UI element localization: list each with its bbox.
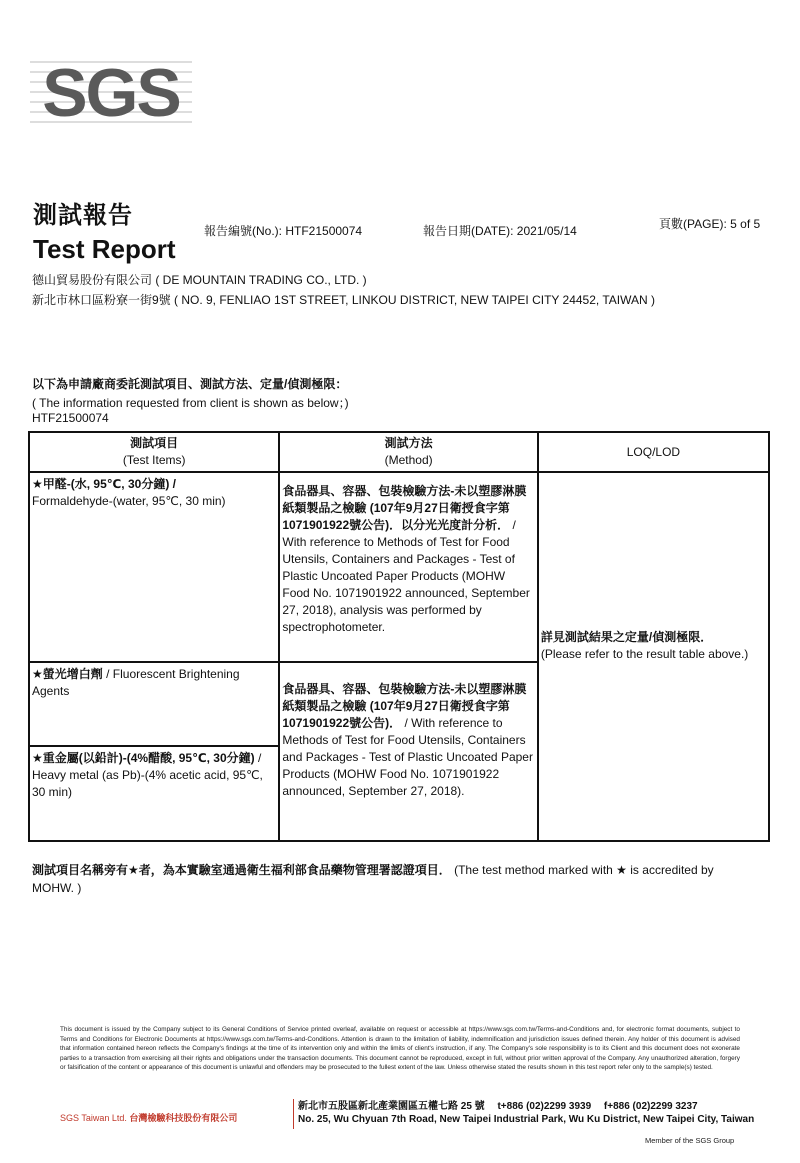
- method-2-en: / With reference to Methods of Test for Food Utensils, Containers and Packages - Test of Plastic Uncoated Paper Products (MOHW Food No. 1071901922 announced, September 27, 2018).: [282, 716, 533, 798]
- report-number-label: 報告編號(No.):: [204, 224, 283, 238]
- report-number-value: HTF21500074: [285, 224, 363, 238]
- item-fluorescent-en: / Fluorescent Brightening Agents: [32, 667, 240, 698]
- page-number-value: 5 of 5: [730, 217, 761, 231]
- method-1-cn: 食品器具、容器、包裝檢驗方法-未以塑膠淋膜紙類製品之檢驗 (107年9月27日衛授食字第1071901922號公告)．以分光光度計分析．: [282, 484, 527, 532]
- method-1-en: / With reference to Methods of Test for Food Utensils, Containers and Packages - Test of Plastic Uncoated Paper Products (MOHW Food No. 1071901922 announced, September 27, 2018), analysis was performed by spectrophotometer.: [282, 518, 530, 634]
- report-number: [204, 222, 362, 239]
- header-test-items-en: (Test Items): [122, 453, 186, 467]
- report-title-en: Test Report: [33, 234, 176, 264]
- test-item-cell: [29, 662, 279, 841]
- client-company: 德山貿易股份有限公司 ( DE MOUNTAIN TRADING CO., LTD. ): [32, 273, 367, 287]
- test-item-cell: [29, 472, 279, 662]
- method-cell: [279, 472, 537, 662]
- client-address: 新北市林口區粉寮一街9號 ( NO. 9, FENLIAO 1ST STREET, LINKOU DISTRICT, NEW TAIPEI CITY 24452, TAIWAN ): [32, 293, 656, 307]
- item-heavy-metal-cn: ★重金屬(以鉛計)-(4%醋酸, 95℃, 30分鐘): [32, 751, 255, 765]
- footer-divider: [293, 1099, 294, 1129]
- footer-address-en: No. 25, Wu Chyuan 7th Road, New Taipei Industrial Park, Wu Ku District, New Taipei City, Taiwan: [298, 1114, 755, 1125]
- legal-disclaimer: This document is issued by the Company subject to its General Conditions of Service printed overleaf, available on request or accessible at https://www.sgs.com.tw/Terms-and-Conditions and, for electronic format documents, subject to Terms and Conditions for Electronic Documents at https://www.sgs.com.tw/Terms-and-Conditions. Attention is drawn to the limitation of liability, indemnification and jurisdiction issues defined therein. Any holder of this document is advised that information contained hereon reflects the Company's findings at the time of its intervention only and within the limits of client's instruction, if any. The Company's sole responsibility is to its Client and this document does not exonerate parties to a transaction from exercising all their rights and obligations under the transaction documents. This document cannot be reproduced, except in full, without prior written approval of the Company. Any unauthorized alteration, forgery or falsification of the content or appearance of this document is unlawful and offenders may be prosecuted to the fullest extent of the law. Unless otherwise stated the results shown in this test report refer only to the sample(s) tested.: [60, 1026, 740, 1072]
- report-date-label: 報告日期(DATE):: [423, 224, 514, 238]
- intro-note: ( The information requested from client is shown as below；): [32, 396, 349, 410]
- footer-company-cn: 台灣檢驗科技股份有限公司: [129, 1113, 238, 1123]
- accreditation-note-en: (The test method marked with ★ is accredited by MOHW. ): [32, 863, 714, 895]
- header-loq: LOQ/LOD: [538, 432, 769, 472]
- footer-address-cn: 新北市五股區新北產業園區五權七路 25 號 t+886 (02)2299 3939 f+886 (02)2299 3237: [298, 1101, 698, 1112]
- report-title-cn: 測試報告: [33, 202, 133, 229]
- method-cell: [279, 662, 537, 841]
- item-fluorescent: [30, 663, 278, 747]
- header-test-items-cn: 測試項目: [130, 436, 179, 450]
- page-number: [659, 215, 760, 232]
- item-fluorescent-cn: ★螢光增白劑: [32, 667, 103, 681]
- table-header-row: [29, 432, 769, 472]
- table-row: [29, 472, 769, 662]
- footer-member-group: Member of the SGS Group: [645, 1136, 735, 1145]
- method-2-cn: 食品器具、容器、包裝檢驗方法-未以塑膠淋膜紙類製品之檢驗 (107年9月27日衛授食字第1071901922號公告)．: [282, 682, 527, 730]
- header-test-items: [29, 432, 279, 472]
- loq-cell: [538, 472, 769, 841]
- header-method: [279, 432, 537, 472]
- page-number-label: 頁數(PAGE):: [659, 217, 727, 231]
- sgs-logo: [30, 52, 192, 130]
- accreditation-note-cn: 測試項目名稱旁有★者，為本實驗室通過衛生福利部食品藥物管理署認證項目．: [32, 863, 451, 877]
- report-date: [423, 222, 577, 239]
- logo-text: SGS: [42, 55, 180, 130]
- header-method-cn: 測試方法: [384, 436, 433, 450]
- footer-company: [60, 1111, 237, 1124]
- intro-report-no: HTF21500074: [32, 411, 109, 425]
- intro-heading: 以下為申請廠商委託測試項目、測試方法、定量/偵測極限：: [32, 377, 348, 391]
- item-formaldehyde-cn: ★甲醛-(水, 95℃, 30分鐘) /: [32, 477, 176, 491]
- item-heavy-metal: [30, 747, 278, 804]
- loq-cn: 詳見測試結果之定量/偵測極限．: [540, 630, 713, 644]
- report-date-value: 2021/05/14: [516, 224, 577, 238]
- header-method-en: (Method): [384, 453, 433, 467]
- item-formaldehyde-en: Formaldehyde-(water, 95℃, 30 min): [32, 494, 226, 508]
- footer-company-en: SGS Taiwan Ltd.: [60, 1113, 127, 1123]
- accreditation-note: [32, 861, 732, 897]
- item-heavy-metal-en: / Heavy metal (as Pb)-(4% acetic acid, 95℃, 30 min): [32, 751, 263, 799]
- loq-en: (Please refer to the result table above.): [540, 647, 749, 661]
- test-items-table: [28, 431, 770, 842]
